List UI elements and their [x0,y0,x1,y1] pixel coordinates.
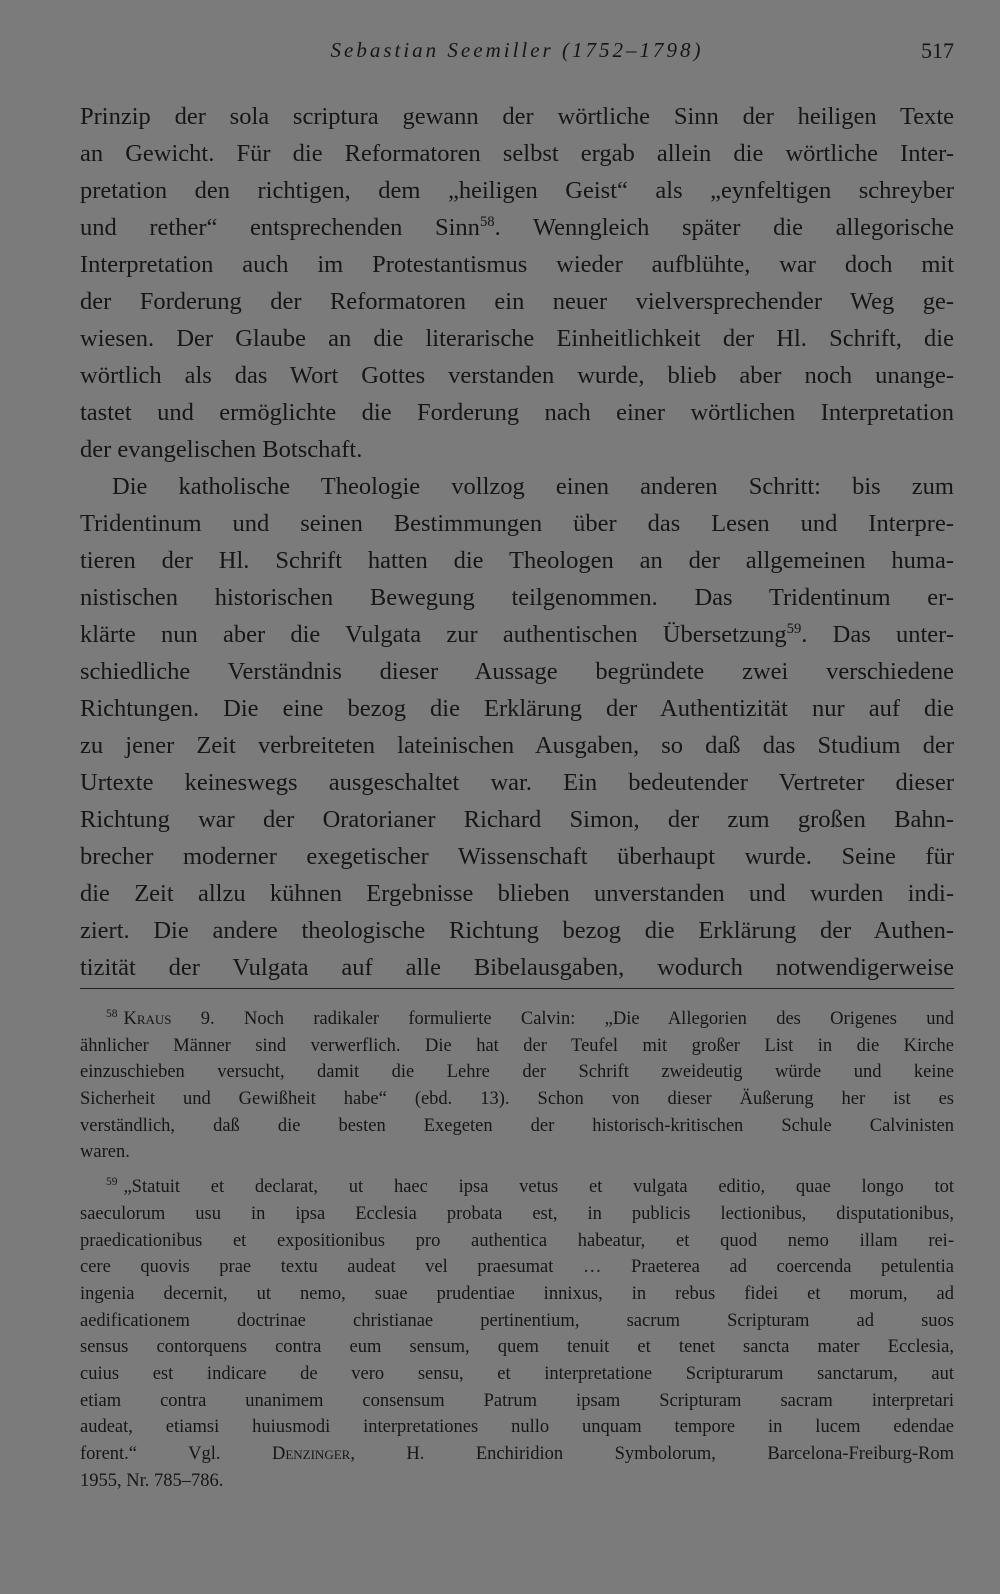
footnote-ref-58[interactable]: 58 [479,213,495,230]
body-text-span: und rether“ entsprechenden Sinn [80,214,480,241]
footnote-59-line: praedicationibus et expositionibus pro authentica habeatur, et quod nemo illam rei- [80,1230,954,1251]
body-line: zu jener Zeit verbreiteten lateinischen Ausgaben, so daß das Studium der [80,732,954,759]
body-line: wörtlich als das Wort Gottes verstanden wurde, blieb aber noch unange- [80,362,954,389]
body-line: wiesen. Der Glaube an die literarische Einheitlichkeit der Hl. Schrift, die [80,325,954,352]
footnote-text-span: forent.“ Vgl. [80,1444,272,1464]
footnotes [80,1006,954,1494]
footnote-59-line: aedificationem doctrinae christianae pertinentium, sacrum Scripturam ad suos [80,1310,954,1331]
body-text-span: . Wenngleich später die allegorische [494,214,954,241]
footnote-59-line: ingenia decernit, ut nemo, suae prudentiae innixus, in rebus fidei et morum, ad [80,1283,954,1304]
footnote-59-line: cere quovis prae textu audeat vel praesumat … Praeterea ad coercenda petulentia [80,1257,954,1278]
body-line: tieren der Hl. Schrift hatten die Theologen an der allgemeinen huma- [80,547,954,574]
page-header [80,38,954,72]
footnote-58-line: Sicherheit und Gewißheit habe“ (ebd. 13). Schon von dieser Äußerung her ist es [80,1089,954,1110]
body-line: Interpretation auch im Protestantismus wieder aufblühte, war doch mit [80,251,954,278]
body-line: tastet und ermöglichte die Forderung nach einer wörtlichen Interpretation [80,399,954,426]
body-line: schiedliche Verständnis dieser Aussage begründete zwei verschiedene [80,658,954,685]
body-text [80,98,954,986]
footnote-59-line [80,1174,954,1201]
body-line: tizität der Vulgata auf alle Bibelausgaben, wodurch notwendigerweise [80,954,954,981]
paragraph-start: Die katholische Theologie vollzog einen anderen Schritt: bis zum [112,473,954,500]
body-line: ziert. Die andere theologische Richtung bezog die Erklärung der Authen- [80,917,954,944]
body-line [80,209,954,246]
footnote-59-line: cuius est indicare de vero sensu, et interpretatione Scripturarum sanctarum, aut [80,1363,954,1384]
footnote-59-line [80,1441,954,1468]
footnote-58-line: einzuschieben versucht, damit die Lehre der Schrift zweideutig würde und keine [80,1062,954,1083]
footnote-ref-59[interactable]: 59 [786,620,802,637]
body-line: die Zeit allzu kühnen Ergebnisse blieben unverstanden und wurden indi- [80,880,954,907]
footnote-59-line: saeculorum usu in ipsa Ecclesia probata est, in publicis lectionibus, disputationibus, [80,1203,954,1224]
footnote-text-span: , H. Enchiridion Symbolorum, Barcelona-Freiburg-Rom [350,1444,954,1464]
body-line: brecher moderner exegetischer Wissenschaft überhaupt wurde. Seine für [80,843,954,870]
body-line: Richtung war der Oratorianer Richard Simon, der zum großen Bahn- [80,806,954,833]
body-line: der evangelischen Botschaft. [80,436,363,463]
body-text-span: klärte nun aber die Vulgata zur authentischen Übersetzung [80,621,787,648]
footnote-58-line: ähnlicher Männer sind verwerflich. Die hat der Teufel mit großer List in die Kirche [80,1035,954,1056]
footnote-text-span: 9. Noch radikaler formulierte Calvin: „Die Allegorien des Origenes und [171,1009,954,1029]
body-line: Urtexte keineswegs ausgeschaltet war. Ein bedeutender Vertreter dieser [80,769,954,796]
body-line: Tridentinum und seinen Bestimmungen über das Lesen und Interpre- [80,510,954,537]
footnote-59-line: sensus contorquens contra eum sensum, quem tenuit et tenet sancta mater Ecclesia, [80,1337,954,1358]
body-line [80,616,954,653]
footnote-59-line: audeat, etiamsi huiusmodi interpretationes nullo unquam tempore in lucem edendae [80,1417,954,1438]
body-text-span: . Das unter- [801,621,954,648]
footnote-59-line: 1955, Nr. 785–786. [80,1470,224,1491]
body-line: nistischen historischen Bewegung teilgenommen. Das Tridentinum er- [80,584,954,611]
body-line: Prinzip der sola scriptura gewann der wörtliche Sinn der heiligen Texte [80,103,954,130]
footnote-text-span: „Statuit et declarat, ut haec ipsa vetus et vulgata editio, quae longo tot [123,1177,954,1198]
body-line: der Forderung der Reformatoren ein neuer vielversprechender Weg ge- [80,288,954,315]
footnote-58-line: waren. [80,1142,130,1163]
footnote-59-line: etiam contra unanimem consensum Patrum ipsam Scripturam sacram interpretari [80,1390,954,1411]
body-line: Richtungen. Die eine bezog die Erklärung der Authentizität nur auf die [80,695,954,722]
footnote-58-line: verständlich, daß die besten Exegeten der historisch-kritischen Schule Calvinisten [80,1115,954,1136]
footnote-number: 58 [106,1007,118,1020]
body-line: an Gewicht. Für die Reformatoren selbst ergab allein die wörtliche Inter- [80,140,954,167]
body-line: pretation den richtigen, dem „heiligen Geist“ als „eynfeltigen schreyber [80,177,954,204]
footnote-divider [80,988,954,989]
footnote-author: Denzinger [271,1444,351,1464]
page-number: 517 [921,38,954,63]
footnote-author: Kraus [123,1009,172,1029]
footnote-58-line [80,1006,954,1033]
footnote-spacer [80,1166,954,1174]
footnote-number: 59 [106,1175,118,1188]
running-title: Sebastian Seemiller (1752–1798) [330,38,704,62]
